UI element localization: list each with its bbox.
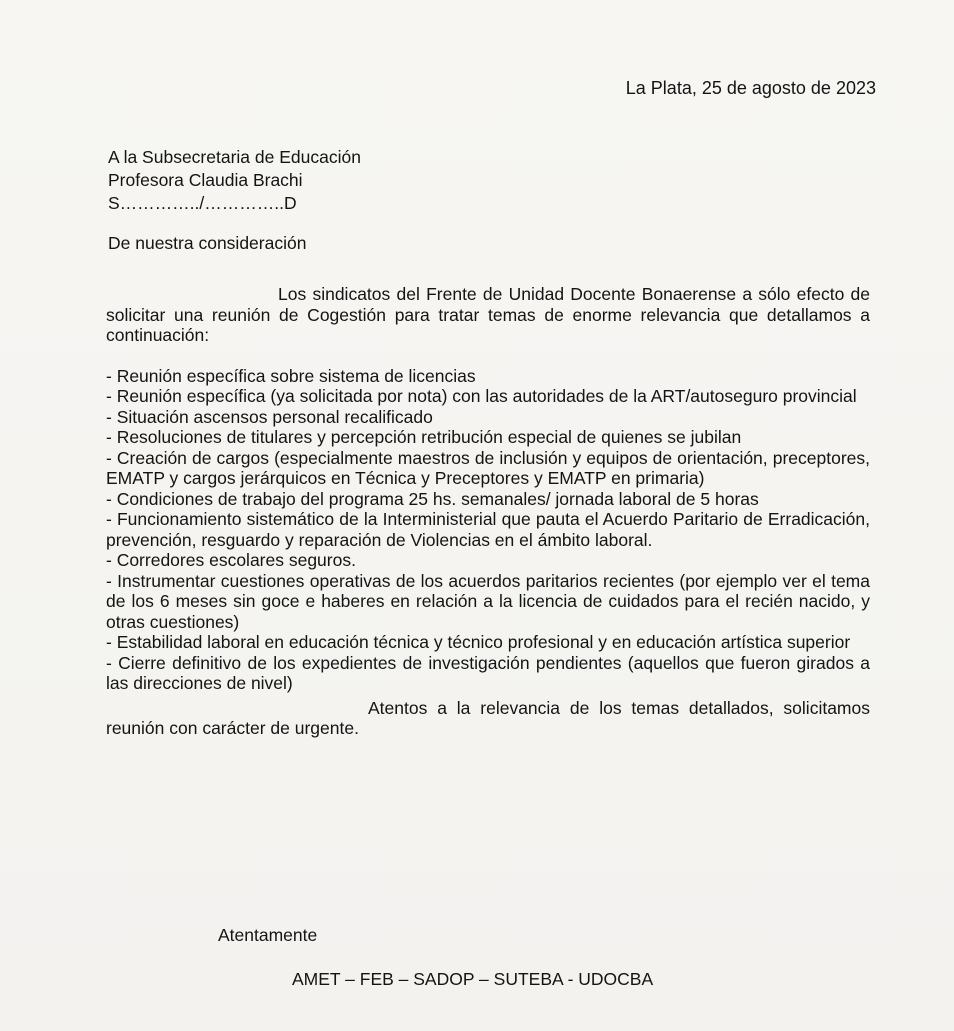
addressee-line-3: S…………../…………..D [108,193,297,213]
list-item: - Reunión específica (ya solicitada por nota) con las autoridades de la ART/autoseguro provincial [106,386,857,406]
signatories: AMET – FEB – SADOP – SUTEBA - UDOCBA [292,969,654,989]
list-item: - Condiciones de trabajo del programa 25 hs. semanales/ jornada laboral de 5 horas [106,488,759,509]
closing-paragraph: Atentos a la relevancia de los temas detallados, solicitamos reunión con carácter de urgente. [106,697,870,738]
list-item: - Instrumentar cuestiones operativas de los acuerdos paritarios recientes (por ejemplo ver el tema de los 6 meses sin goce e haberes en relación a la licencia de cuidados para el recién nacido, y otras cuestiones) [106,570,870,632]
addressee-line-1: A la Subsecretaria de Educación [108,147,361,167]
addressee-line-2: Profesora Claudia Brachi [108,170,303,190]
greeting: De nuestra consideración [108,233,307,253]
list-item: - Funcionamiento sistemático de la Interministerial que pauta el Acuerdo Paritario de Erradicación, prevención, resguardo y reparación de Violencias en el ámbito laboral. [106,509,870,550]
list-item: - Reunión específica sobre sistema de licencias [106,365,476,386]
list-item: - Situación ascensos personal recalificado [106,406,433,427]
addressee-block [108,146,361,215]
intro-paragraph: Los sindicatos del Frente de Unidad Docente Bonaerense a sólo efecto de solicitar una reunión de Cogestión para tratar temas de enorme relevancia que detallamos a continuación: [106,284,870,345]
list-item: - Estabilidad laboral en educación técnica y técnico profesional y en educación artística superior [106,632,851,652]
list-item: - Creación de cargos (especialmente maestros de inclusión y equipos de orientación, preceptores, EMATP y cargos jerárquicos en Técnica y Preceptores y EMATP en primaria) [106,447,870,488]
list-item: - Cierre definitivo de los expedientes de investigación pendientes (aquellos que fueron girados a las direcciones de nivel) [106,652,870,693]
letter-body [106,284,870,739]
list-item: - Corredores escolares seguros. [106,550,356,570]
date-line: La Plata, 25 de agosto de 2023 [625,78,876,98]
paragraph-spacer [106,346,870,366]
list-item: - Resoluciones de titulares y percepción retribución especial de quienes se jubilan [106,427,742,447]
signoff: Atentamente [218,925,318,945]
topics-list [106,366,870,694]
